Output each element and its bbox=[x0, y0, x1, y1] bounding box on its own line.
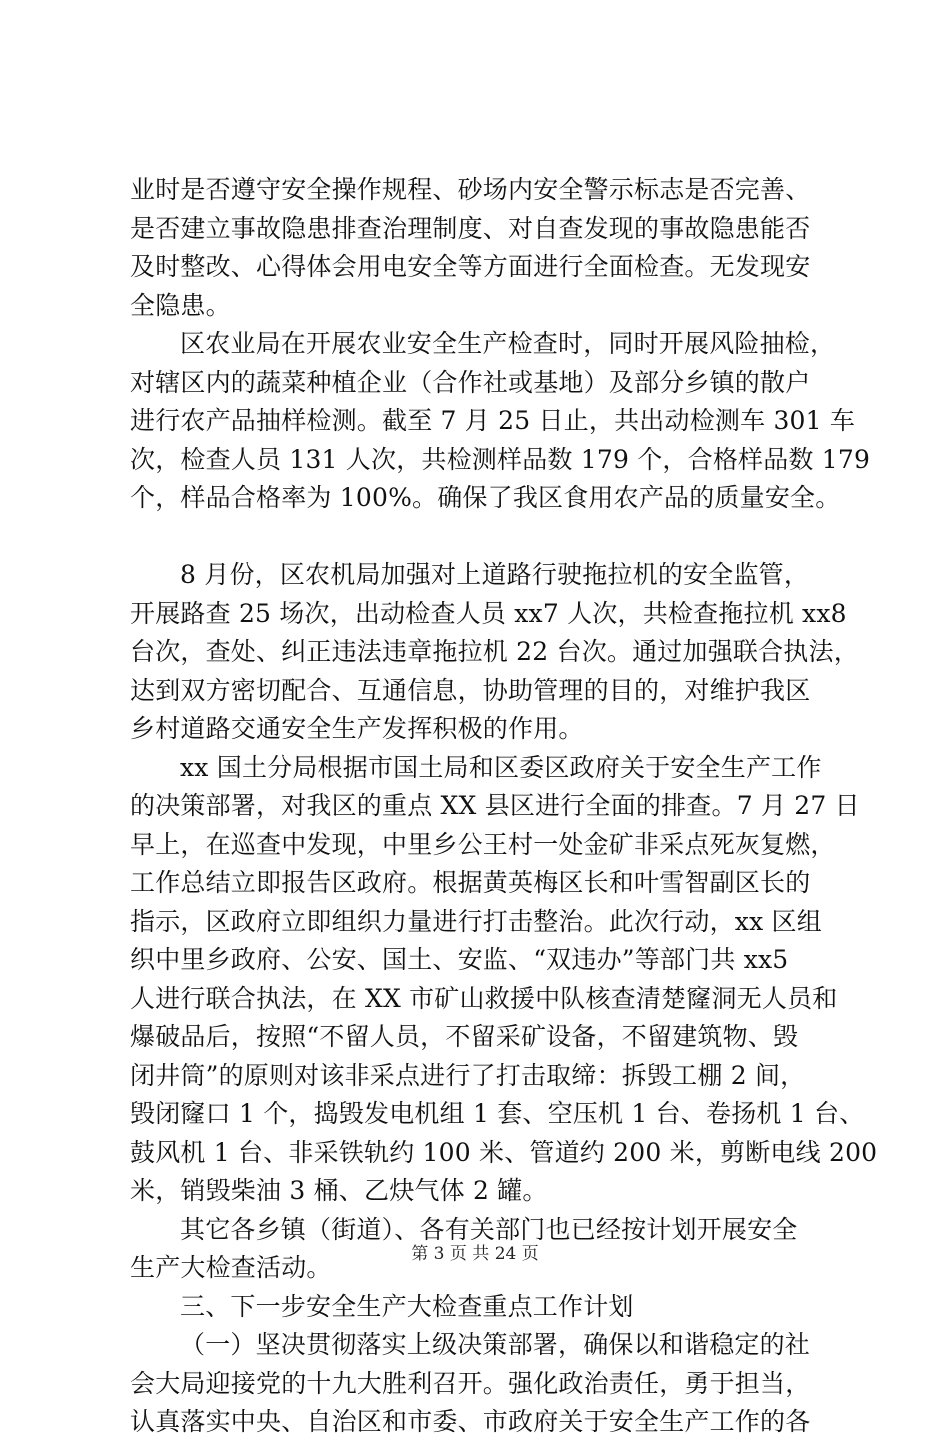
body-line: 米，销毁柴油 3 桶、乙炔气体 2 罐。 bbox=[130, 1176, 548, 1205]
body-line: 闭井筒”的原则对该非采点进行了打击取缔：拆毁工棚 2 间， bbox=[130, 1060, 806, 1090]
body-line: 鼓风机 1 台、非采铁轨约 100 米、管道约 200 米，剪断电线 200 bbox=[130, 1137, 878, 1167]
body-line: 乡村道路交通安全生产发挥积极的作用。 bbox=[130, 714, 584, 743]
body-line: 人进行联合执法，在 XX 市矿山救援中队核查清楚窿洞无人员和 bbox=[130, 983, 838, 1013]
body-line: 生产大检查活动。 bbox=[130, 1253, 332, 1282]
body-line: 台次，查处、纠正违法违章拖拉机 22 台次。通过加强联合执法， bbox=[130, 637, 859, 666]
body-line: 全隐患。 bbox=[130, 290, 231, 320]
body-line: 及时整改、心得体会用电安全等方面进行全面检查。无发现安 bbox=[130, 252, 811, 281]
body-line: 会大局迎接党的十九大胜利召开。强化政治责任，勇于担当， bbox=[130, 1368, 811, 1398]
paragraph-plan-start: （一）坚决贯彻落实上级决策部署，确保以和谐稳定的社 bbox=[180, 1330, 811, 1359]
body-line: 个，样品合格率为 100%。确保了我区食用农产品的质量安全。 bbox=[130, 483, 841, 512]
paragraph-other-start: 其它各乡镇（街道）、各有关部门也已经按计划开展安全 bbox=[180, 1214, 798, 1244]
body-line: 早上，在巡查中发现，中里乡公王村一处金矿非采点死灰复燃， bbox=[130, 829, 836, 859]
body-line: 对辖区内的蔬菜种植企业（合作社或基地）及部分乡镇的散户 bbox=[130, 367, 811, 397]
body-line: 爆破品后，按照“不留人员，不留采矿设备，不留建筑物、毁 bbox=[130, 1022, 799, 1051]
section-heading: 三、下一步安全生产大检查重点工作计划 bbox=[180, 1291, 634, 1321]
body-line: 工作总结立即报告区政府。根据黄英梅区长和叶雪智副区长的 bbox=[130, 868, 811, 897]
paragraph-machinery-start: 8 月份，区农机局加强对上道路行驶拖拉机的安全监管， bbox=[180, 560, 810, 589]
body-line: 是否建立事故隐患排查治理制度、对自查发现的事故隐患能否 bbox=[130, 213, 811, 243]
body-line: 织中里乡政府、公安、国土、安监、“双违办”等部门共 xx5 bbox=[130, 945, 789, 974]
paragraph-agriculture-start: 区农业局在开展农业安全生产检查时，同时开展风险抽检， bbox=[180, 329, 836, 358]
body-line: 的决策部署，对我区的重点 XX 县区进行全面的排查。7 月 27 日 bbox=[130, 791, 860, 820]
body-line: 次，检查人员 131 人次，共检测样品数 179 个，合格样品数 179 bbox=[130, 444, 871, 474]
body-line: 达到双方密切配合、互通信息，协助管理的目的，对维护我区 bbox=[130, 675, 811, 705]
body-line: 开展路查 25 场次，出动检查人员 xx7 人次，共检查拖拉机 xx8 bbox=[130, 598, 847, 628]
paragraph-land-start: xx 国土分局根据市国土局和区委区政府关于安全生产工作 bbox=[180, 752, 822, 782]
body-line: 毁闭窿口 1 个，捣毁发电机组 1 套、空压机 1 台、卷扬机 1 台、 bbox=[130, 1099, 865, 1128]
page-number-footer: 第 3 页 共 24 页 bbox=[411, 1244, 539, 1264]
body-line: 进行农产品抽样检测。截至 7 月 25 日止，共出动检测车 301 车 bbox=[130, 406, 856, 435]
body-line: 业时是否遵守安全操作规程、砂场内安全警示标志是否完善、 bbox=[130, 175, 811, 204]
body-line: 指示，区政府立即组织力量进行打击整治。此次行动，xx 区组 bbox=[130, 906, 822, 936]
body-line: 认真落实中央、自治区和市委、市政府关于安全生产工作的各 bbox=[130, 1407, 811, 1436]
paragraph-gap bbox=[130, 518, 830, 557]
